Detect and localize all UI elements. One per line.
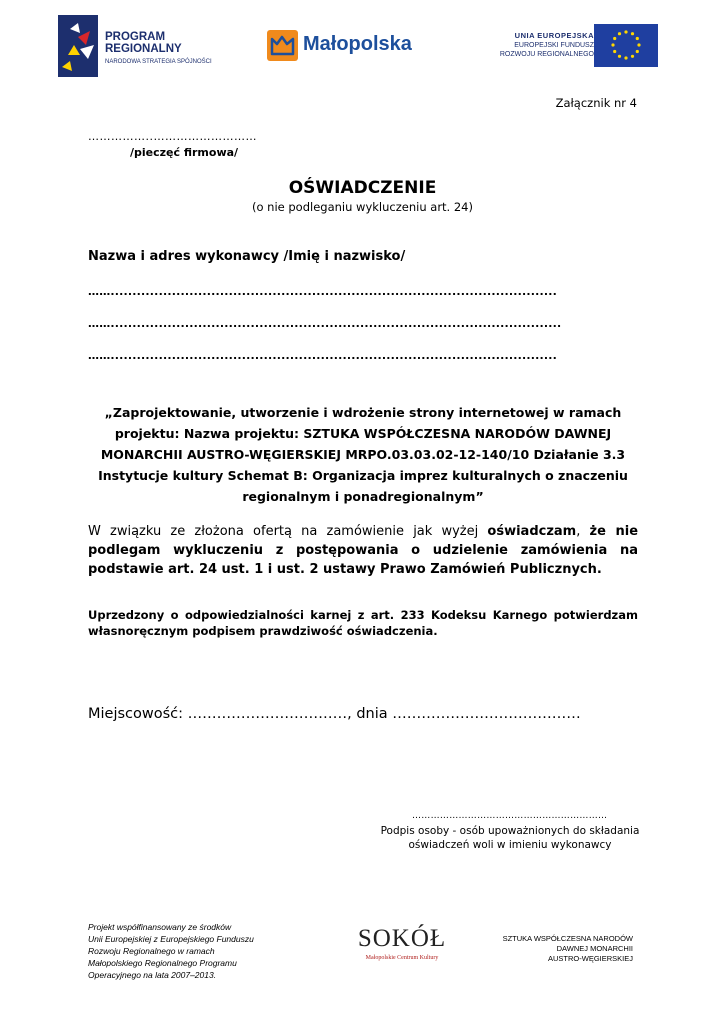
eu-line3: ROZWOJU REGIONALNEGO (499, 51, 594, 58)
statement-part4: że nie podlegam wykluczeniu z postępowania o udzielenie zamówienia na podstawie art. 24 ust. 1 i ust. 2 ustawy Prawo Zamówień Publicznych. (88, 524, 639, 577)
malopolska-text: Małopolska (303, 33, 412, 55)
malopolska-logo (267, 30, 427, 62)
eu-line1: UNIA EUROPEJSKA (514, 31, 594, 40)
statement-part1: W związku ze złożona ofertą na zamówienie jak wyżej (88, 524, 488, 539)
signature-label (380, 824, 640, 852)
project-description (88, 402, 638, 507)
footer-right-line1: SZTUKA WSPÓŁCZESNA NARODÓW (502, 934, 633, 943)
document-subtitle: (o nie podleganiu wykluczeniu art. 24) (251, 200, 473, 214)
eu-flag-icon (594, 24, 658, 67)
eu-logo (474, 24, 660, 68)
attachment-number: Załącznik nr 4 (555, 96, 637, 110)
stamp-label: /pieczęć firmowa/ (130, 146, 239, 159)
program-line1: PROGRAM (105, 31, 166, 43)
malopolska-emblem-icon (267, 30, 298, 61)
project-line: „Zaprojektowanie, utworzenie i wdrożenie strony internetowej w ramach (104, 405, 622, 420)
project-name-footer (473, 934, 633, 964)
program-regionalny-logo (58, 15, 233, 77)
eu-logo-text (464, 31, 594, 59)
footer-right-line2: DAWNEJ MONARCHII (556, 944, 633, 953)
project-line: MONARCHII AUSTRO-WĘGIERSKIEJ MRPO.03.03.02-12-140/10 Działanie 3.3 (100, 447, 626, 462)
signature-label-line2: oświadczeń woli w imieniu wykonawcy (408, 839, 612, 851)
signature-dots: ……………………………………………………… (412, 811, 608, 821)
contractor-line-3: ……...................................................................................................... (88, 349, 558, 362)
statement-part2: oświadczam (487, 524, 577, 539)
contractor-line-1: ……...................................................................................................... (88, 285, 558, 298)
contractor-label: Nazwa i adres wykonawcy /Imię i nazwisko/ (88, 249, 406, 264)
eu-line2: EUROPEJSKI FUNDUSZ (514, 42, 594, 49)
sokol-logo (354, 925, 450, 965)
footer-right-line3: AUSTRO-WĘGIERSKIEJ (547, 954, 633, 963)
place-date-line: Miejscowość: ……………………………, dnia ………………………………… (88, 706, 581, 722)
statement-paragraph (88, 522, 638, 579)
sokol-logo-text: SOKÓŁ (357, 925, 447, 952)
statement-part3: , (576, 524, 590, 539)
program-regionalny-title (105, 31, 235, 55)
project-line: regionalnym i ponadregionalnym” (242, 489, 484, 504)
signature-label-line1: Podpis osoby - osób upoważnionych do składania (380, 825, 640, 837)
project-line: Instytucje kultury Schemat B: Organizacja imprez kulturalnych o znaczeniu (98, 468, 628, 483)
stamp-dots: ……………..……………………… (88, 130, 257, 143)
program-regionalny-subtitle: NARODOWA STRATEGIA SPÓJNOŚCI (105, 59, 212, 65)
contractor-line-2: ……....................................................................................................... (88, 317, 562, 330)
liability-warning: Uprzedzony o odpowiedzialności karnej z art. 233 Kodeksu Karnego potwierdzam własnoręcznym podpisem prawdziwość oświadczenia. (88, 608, 638, 638)
cofinancing-note: Projekt współfinansowany ze środków Unii Europejskiej z Europejskiego Funduszu Rozwoju Regionalnego w ramach Małopolskiego Regionalnego Programu Operacyjnego na lata 2007–2013. (88, 922, 254, 980)
project-line: projektu: Nazwa projektu: SZTUKA WSPÓŁCZESNA NARODÓW DAWNEJ (114, 426, 612, 441)
sokol-logo-subtitle: Małopolskie Centrum Kultury (365, 955, 439, 961)
program-line2: REGIONALNY (105, 43, 182, 55)
program-regionalny-emblem-icon (58, 15, 98, 77)
document-title: OŚWIADCZENIE (288, 178, 437, 198)
